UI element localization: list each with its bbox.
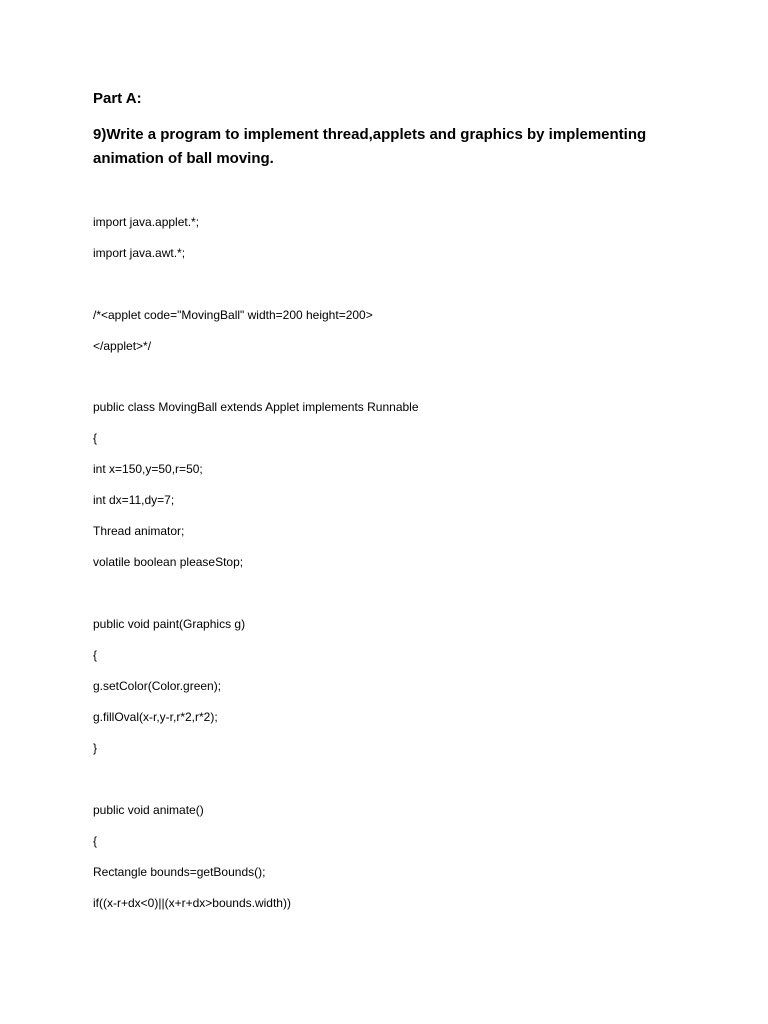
question-line-1: 9)Write a program to implement thread,applets and graphics by implementing bbox=[93, 126, 647, 143]
code-line: public void animate() bbox=[93, 803, 204, 817]
code-line: /*<applet code="MovingBall" width=200 height=200> bbox=[93, 308, 373, 322]
code-line: } bbox=[93, 741, 98, 755]
code-line: g.setColor(Color.green); bbox=[93, 679, 222, 693]
code-line: int dx=11,dy=7; bbox=[93, 493, 175, 507]
code-line: if((x-r+dx<0)||(x+r+dx>bounds.width)) bbox=[93, 896, 291, 910]
code-line: </applet>*/ bbox=[93, 339, 152, 353]
code-line: volatile boolean pleaseStop; bbox=[93, 555, 244, 569]
code-line: { bbox=[93, 648, 98, 662]
code-line: import java.applet.*; bbox=[93, 215, 200, 229]
code-line: { bbox=[93, 834, 98, 848]
code-line: Rectangle bounds=getBounds(); bbox=[93, 865, 266, 879]
code-line: int x=150,y=50,r=50; bbox=[93, 462, 203, 476]
code-line: Thread animator; bbox=[93, 524, 185, 538]
part-heading: Part A: bbox=[93, 90, 142, 107]
code-line: import java.awt.*; bbox=[93, 246, 186, 260]
code-line: public void paint(Graphics g) bbox=[93, 617, 246, 631]
code-line: { bbox=[93, 431, 98, 445]
code-line: g.fillOval(x-r,y-r,r*2,r*2); bbox=[93, 710, 218, 724]
code-line: public class MovingBall extends Applet implements Runnable bbox=[93, 400, 419, 414]
question-line-2: animation of ball moving. bbox=[93, 150, 274, 167]
